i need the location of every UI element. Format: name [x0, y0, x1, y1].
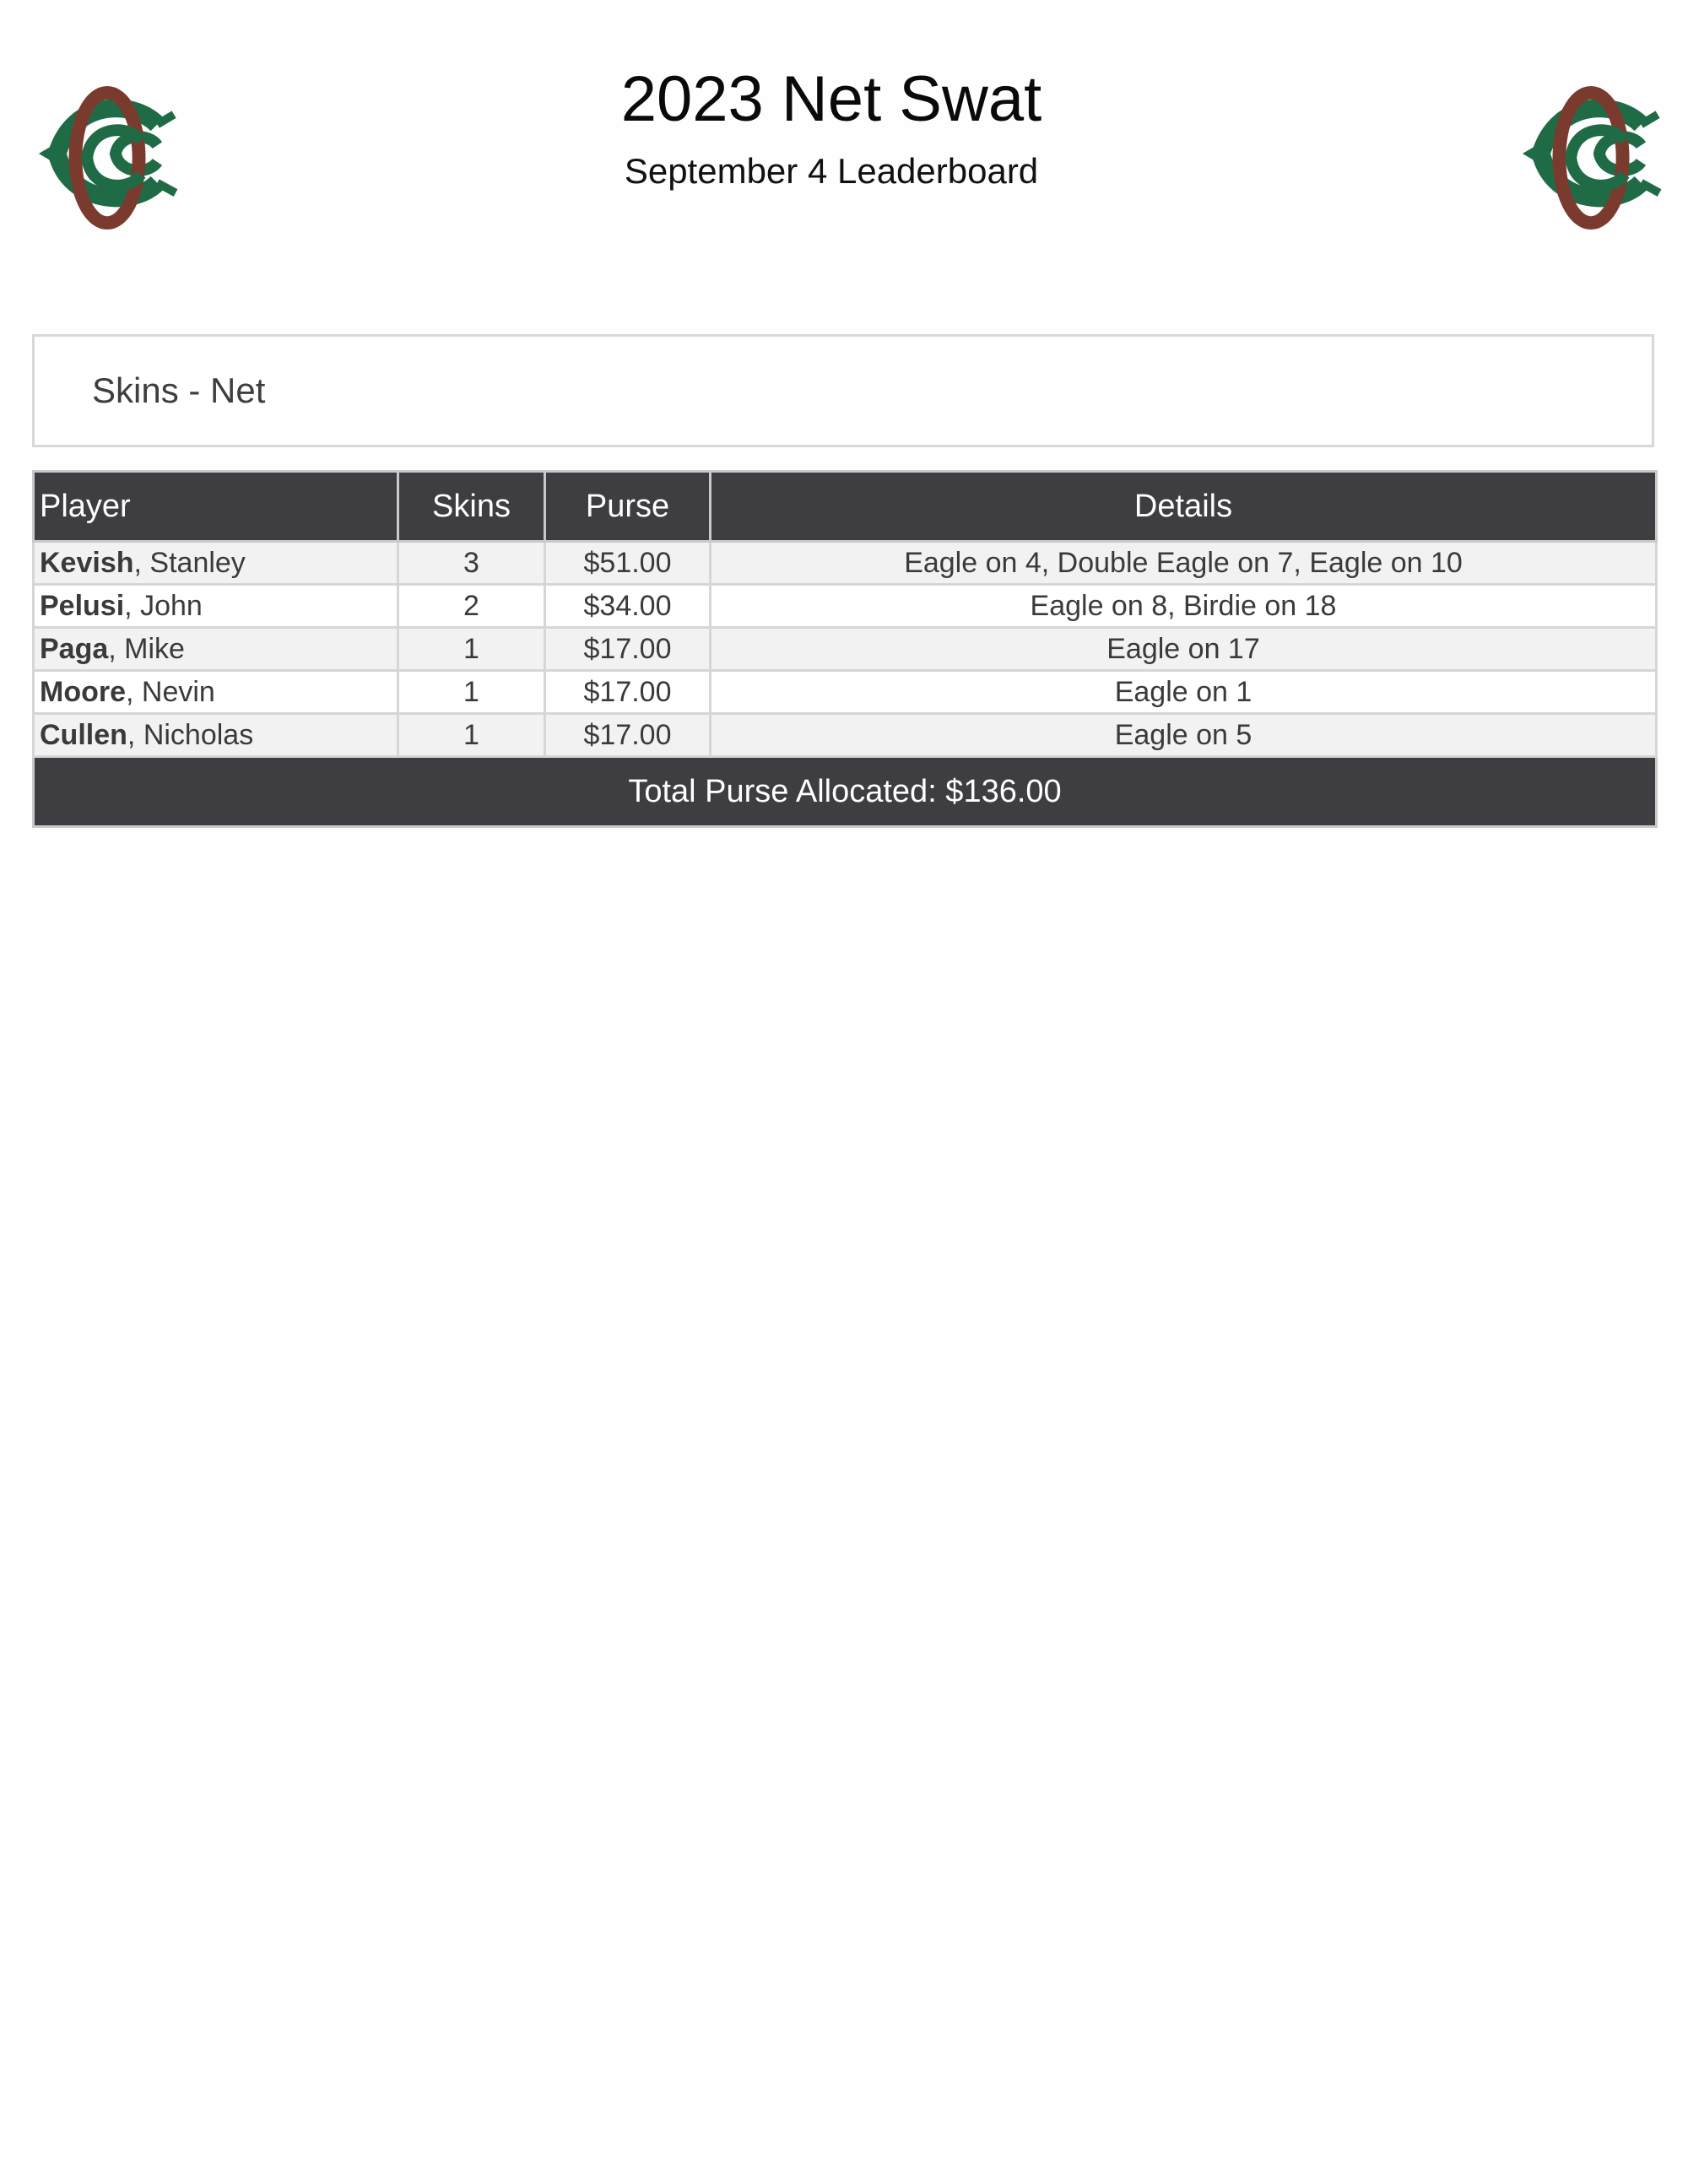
player-first-name: Mike	[124, 632, 185, 665]
player-cell: Pelusi, John	[34, 585, 398, 628]
player-first-name: Nicholas	[143, 718, 254, 751]
purse-cell: $17.00	[545, 714, 711, 757]
player-last-name: Moore	[40, 675, 126, 708]
player-cell: Kevish, Stanley	[34, 542, 398, 585]
table-row	[34, 585, 1657, 628]
section-title: Skins - Net	[92, 370, 266, 410]
skins-cell: 3	[398, 542, 545, 585]
details-cell: Eagle on 1	[711, 671, 1657, 714]
table-footer-row	[34, 757, 1657, 827]
player-last-name: Paga	[40, 632, 109, 665]
column-header-player: Player	[34, 472, 398, 542]
skins-cell: 2	[398, 585, 545, 628]
player-last-name: Cullen	[40, 718, 127, 751]
details-cell: Eagle on 5	[711, 714, 1657, 757]
column-header-details: Details	[711, 472, 1657, 542]
player-first-name: Stanley	[149, 546, 246, 579]
skins-cell: 1	[398, 714, 545, 757]
skins-cell: 1	[398, 628, 545, 671]
page-subtitle: September 4 Leaderboard	[624, 151, 1039, 191]
table-header-row	[34, 472, 1657, 542]
column-header-skins: Skins	[398, 472, 545, 542]
player-first-name: Nevin	[141, 675, 215, 708]
table-row	[34, 628, 1657, 671]
table-row	[34, 671, 1657, 714]
player-last-name: Pelusi	[40, 589, 125, 622]
purse-cell: $17.00	[545, 628, 711, 671]
club-logo-right	[1516, 66, 1666, 250]
page-title: 2023 Net Swat	[620, 63, 1042, 135]
details-cell: Eagle on 8, Birdie on 18	[711, 585, 1657, 628]
purse-cell: $34.00	[545, 585, 711, 628]
section-header	[32, 334, 1654, 447]
player-last-name: Kevish	[40, 546, 134, 579]
leaderboard-table	[32, 470, 1658, 828]
player-cell: Paga, Mike	[34, 628, 398, 671]
club-monogram-logo-icon	[1516, 66, 1666, 250]
player-cell: Moore, Nevin	[34, 671, 398, 714]
total-purse-allocated: Total Purse Allocated: $136.00	[34, 757, 1657, 827]
column-header-purse: Purse	[545, 472, 711, 542]
purse-cell: $51.00	[545, 542, 711, 585]
purse-cell: $17.00	[545, 671, 711, 714]
player-first-name: John	[140, 589, 203, 622]
table-row	[34, 542, 1657, 585]
details-cell: Eagle on 4, Double Eagle on 7, Eagle on 10	[711, 542, 1657, 585]
player-cell: Cullen, Nicholas	[34, 714, 398, 757]
details-cell: Eagle on 17	[711, 628, 1657, 671]
skins-cell: 1	[398, 671, 545, 714]
table-row	[34, 714, 1657, 757]
